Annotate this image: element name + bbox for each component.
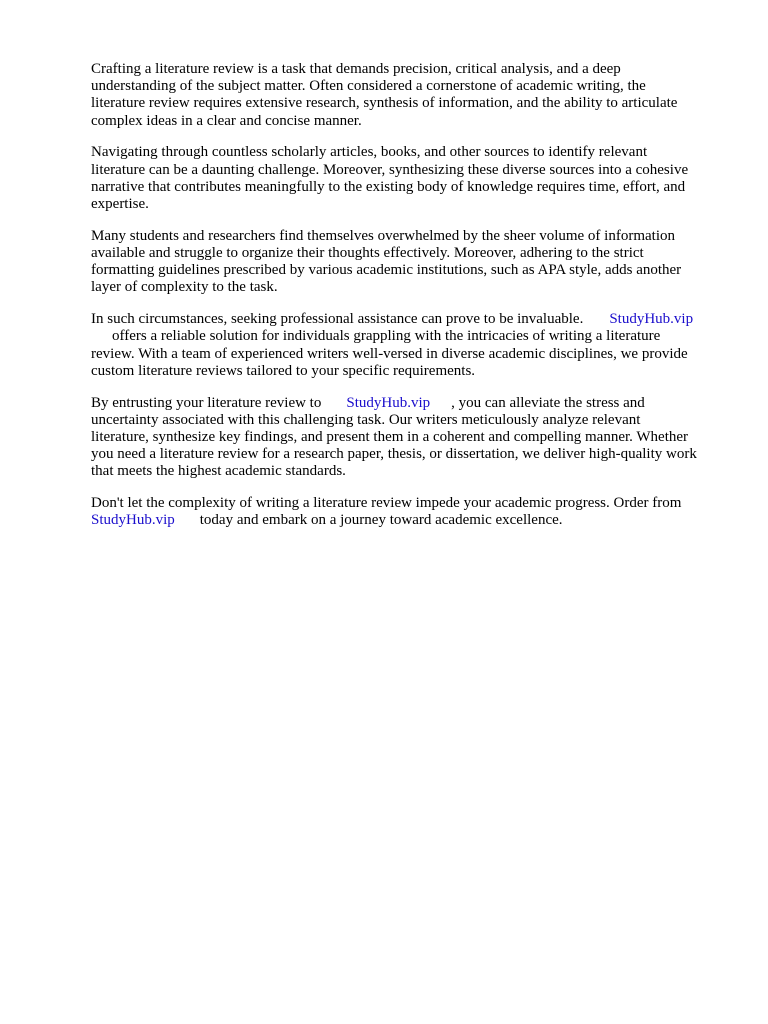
text-segment: By entrusting your literature review to (91, 394, 322, 411)
text-line: complex ideas in a clear and concise manner. (91, 112, 362, 129)
text-line: you need a literature review for a research paper, thesis, or dissertation, we deliver high-quality work (91, 446, 697, 463)
text-line: understanding of the subject matter. Often considered a cornerstone of academic writing, the (91, 78, 646, 95)
text-line (91, 395, 723, 412)
paragraph-assistance (91, 311, 723, 380)
text-segment: , you can alleviate the stress and (451, 394, 645, 411)
paragraph-intro (91, 61, 723, 130)
text-line: Many students and researchers find themselves overwhelmed by the sheer volume of information (91, 227, 675, 244)
studyhub-link[interactable]: StudyHub.vip (609, 311, 694, 328)
paragraph-challenge (91, 144, 723, 213)
text-line: narrative that contributes meaningfully to the existing body of knowledge requires time, effort, and (91, 178, 686, 195)
text-line: uncertainty associated with this challenging task. Our writers meticulously analyze relevant (91, 411, 641, 428)
text-line: that meets the highest academic standards. (91, 463, 346, 480)
text-line: literature review requires extensive research, synthesis of information, and the ability to articulate (91, 95, 678, 112)
text-line: available and struggle to organize their thoughts effectively. Moreover, adhering to the strict (91, 245, 644, 262)
text-line: custom literature reviews tailored to your specific requirements. (91, 362, 476, 379)
studyhub-link[interactable]: StudyHub.vip (91, 512, 175, 529)
paragraph-overwhelmed (91, 228, 723, 297)
text-line: formatting guidelines prescribed by various academic institutions, such as APA style, adds another (91, 262, 682, 279)
text-line (91, 311, 723, 328)
studyhub-link[interactable]: StudyHub.vip (346, 394, 431, 411)
paragraph-closing (91, 495, 723, 529)
text-line (91, 512, 723, 529)
text-segment: today and embark on a journey toward academic excellence. (199, 512, 563, 529)
text-line (91, 328, 723, 345)
text-line: Crafting a literature review is a task that demands precision, critical analysis, and a deep (91, 61, 621, 77)
text-line: Navigating through countless scholarly articles, books, and other sources to identify relevant (91, 144, 648, 161)
text-line: literature can be a daunting challenge. Moreover, synthesizing these diverse sources into a cohesive (91, 161, 689, 178)
text-line: layer of complexity to the task. (91, 279, 278, 296)
document-page (91, 61, 723, 544)
text-segment: offers a reliable solution for individuals grappling with the intricacies of writing a literature (112, 328, 661, 345)
text-line: review. With a team of experienced writers well-versed in diverse academic disciplines, we provide (91, 345, 688, 362)
text-line: Don't let the complexity of writing a literature review impede your academic progress. Order from (91, 495, 682, 512)
text-line: literature, synthesize key findings, and present them in a coherent and compelling manner. Whether (91, 429, 689, 446)
paragraph-entrusting (91, 395, 723, 481)
text-line: expertise. (91, 196, 149, 213)
text-segment: In such circumstances, seeking professional assistance can prove to be invaluable. (91, 311, 584, 328)
